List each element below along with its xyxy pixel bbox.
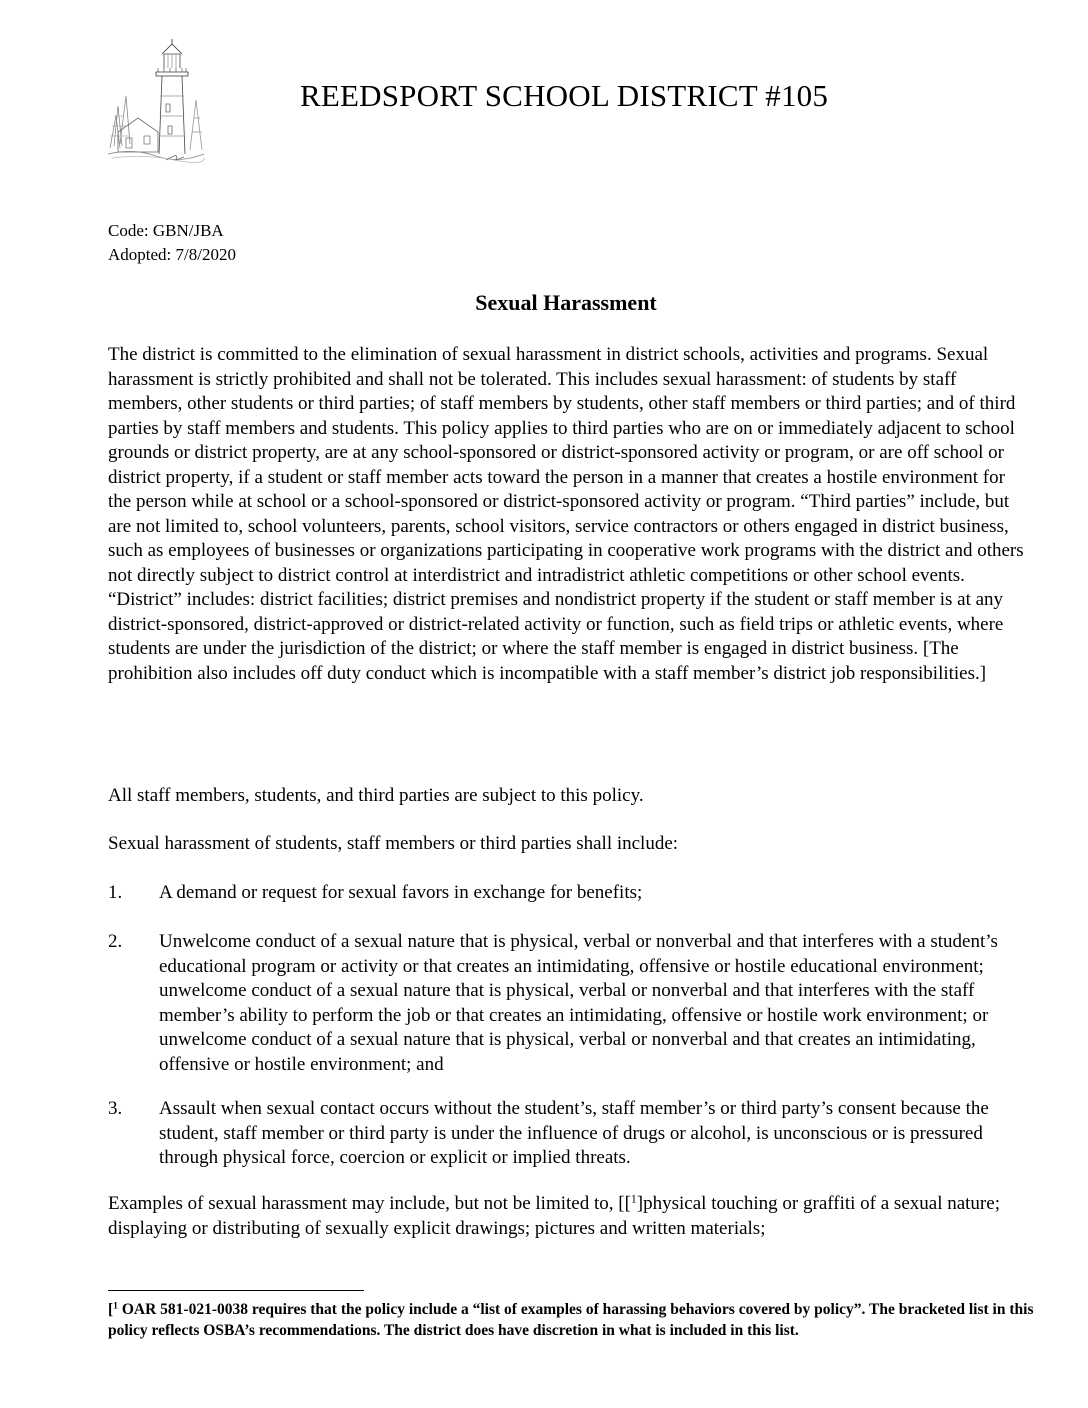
scope-paragraph: All staff members, students, and third parties are subject to this policy. bbox=[108, 785, 644, 806]
list-item bbox=[108, 1097, 1028, 1171]
intro-paragraph: The district is committed to the elimination of sexual harassment in district schools, activities and programs. Sexual harassment is strictly prohibited and shall not be tolerated. This includes sexual harassment: of students by staff members, other students or third parties; of staff members by students, other staff members or third parties; and of third parties by staff members and students. This policy applies to third parties who are on or immediately adjacent to school grounds or district property, are at any school-sponsored or district-sponsored activity or program, or are off school or district property, if a student or staff member acts toward the person in a manner that creates a hostile environment for the person while at school or a school-sponsored or district-sponsored activity or program. “Third parties” include, but are not limited to, school volunteers, parents, school visitors, service contractors or others engaged in district business, such as employees of businesses or organizations participating in cooperative work programs with the district and others not directly subject to district control at interdistrict and intradistrict athletic competitions or other school events. “District” includes: district facilities; district premises and nondistrict property if the student or staff member is at any district-sponsored, district-approved or district-related activity or function, such as field trips or athletic events, where students are under the jurisdiction of the district; or where the staff member is engaged in district business. [The prohibition also includes off duty conduct which is incompatible with a staff member’s district job responsibilities.] bbox=[108, 344, 1024, 684]
district-name: REEDSPORT SCHOOL DISTRICT #105 bbox=[300, 78, 829, 113]
list-item-text: Unwelcome conduct of a sexual nature that is physical, verbal or nonverbal and that interferes with a student’s educational program or activity or that creates an intimidating, offensive or hostile educational environment; unwelcome conduct of a sexual nature that is physical, verbal or nonverbal and that interferes with the staff member’s ability to perform the job or that creates an intimidating, offensive or hostile work environment; or unwelcome conduct of a sexual nature that is physical, verbal or nonverbal and that creates an intimidating, offensive or hostile environment; and bbox=[159, 931, 998, 1075]
examples-text-start: Examples of sexual harassment may include, but not be limited to, [[ bbox=[108, 1193, 631, 1214]
list-intro-paragraph: Sexual harassment of students, staff members or third parties shall include: bbox=[108, 833, 679, 854]
footnote-open-bracket: [ bbox=[108, 1301, 114, 1318]
footnote-divider bbox=[108, 1290, 364, 1291]
examples-paragraph bbox=[108, 1192, 1028, 1241]
footnote-reference[interactable]: 1 bbox=[630, 1192, 637, 1206]
policy-code: Code: GBN/JBA bbox=[108, 221, 224, 240]
list-item bbox=[108, 881, 1028, 906]
list-item bbox=[108, 930, 1028, 1077]
list-item-number: 1. bbox=[108, 882, 123, 903]
footnote bbox=[108, 1299, 1038, 1341]
list-item-number: 2. bbox=[108, 931, 123, 952]
list-item-text: A demand or request for sexual favors in exchange for benefits; bbox=[159, 882, 643, 903]
footnote-text: OAR 581-021-0038 requires that the policy include a “list of examples of harassing behaviors covered by policy”. The bracketed list in this policy reflects OSBA’s recommendations. The district does have discretion in what is included in this list. bbox=[108, 1301, 1034, 1339]
list-item-number: 3. bbox=[108, 1098, 123, 1119]
policy-meta bbox=[108, 219, 236, 267]
examples-text-rest: ]physical touching or graffiti of a sexual nature; displaying or distributing of sexually explicit drawings; pictures and written materials; bbox=[108, 1193, 1000, 1239]
adopted-date: Adopted: 7/8/2020 bbox=[108, 245, 236, 264]
lighthouse-logo-icon bbox=[104, 36, 208, 164]
list-item-text: Assault when sexual contact occurs without the student’s, staff member’s or third party’s consent because the student, staff member or third party is under the influence of drugs or alcohol, is unconscious or is pressured through physical force, coercion or explicit or implied threats. bbox=[159, 1098, 989, 1168]
footnote-number: 1 bbox=[113, 1300, 118, 1312]
policy-title: Sexual Harassment bbox=[475, 290, 657, 315]
